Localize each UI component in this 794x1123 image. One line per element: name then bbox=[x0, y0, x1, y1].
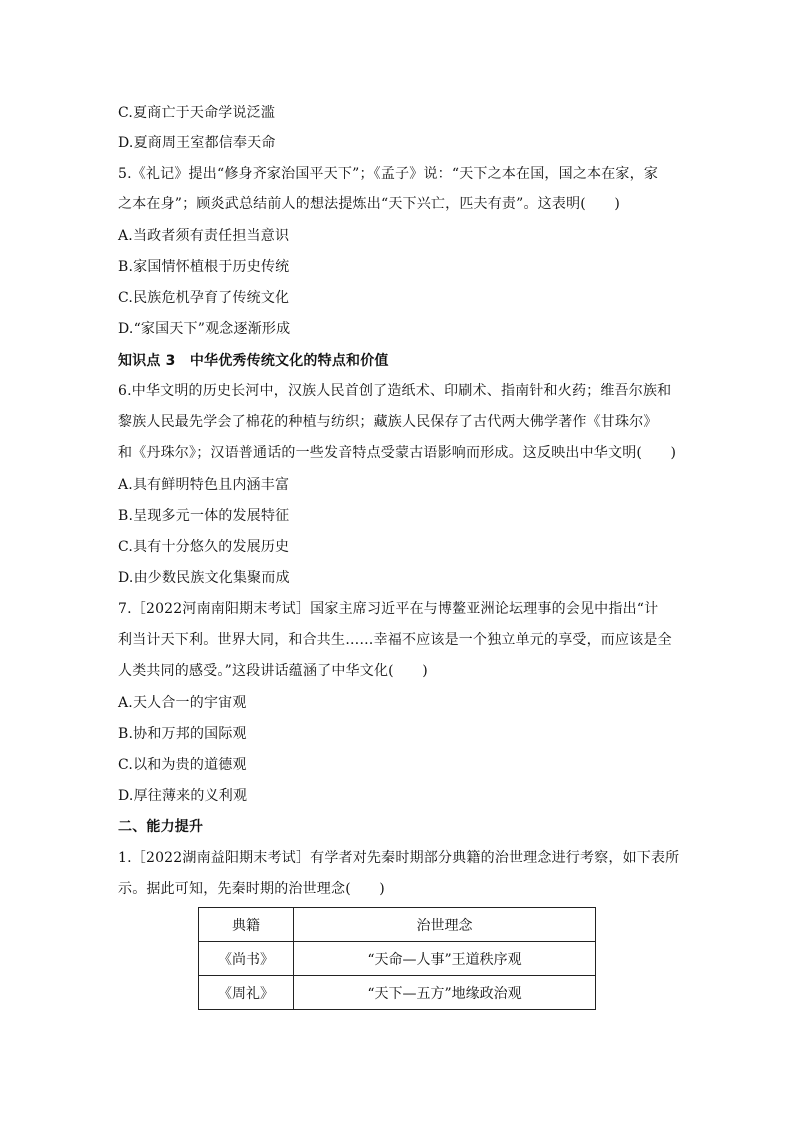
question-1-stem-line-2: 示。据此可知，先秦时期的治世理念( ) bbox=[118, 881, 385, 897]
option-a-q5: A.当政者须有责任担当意识 bbox=[118, 228, 290, 244]
option-d-q4: D.夏商周王室都信奉天命 bbox=[118, 135, 276, 151]
classics-table bbox=[198, 907, 596, 1010]
section-heading-ability: 二、能力提升 bbox=[118, 819, 204, 835]
option-b-q6: B.呈现多元一体的发展特征 bbox=[118, 508, 290, 524]
question-7-stem-line-3: 人类共同的感受。”这段讲话蕴涵了中华文化( ) bbox=[118, 663, 428, 679]
question-5-stem-line-2: 之本在身”；顾炎武总结前人的想法提炼出“天下兴亡，匹夫有责”。这表明( ) bbox=[118, 196, 620, 212]
table-header-cell: 典籍 bbox=[199, 908, 294, 942]
option-c-q5: C.民族危机孕育了传统文化 bbox=[118, 290, 290, 306]
section-heading-knowledge-point-3: 知识点 3 中华优秀传统文化的特点和价值 bbox=[118, 353, 389, 369]
table-cell: “天命—人事”王道秩序观 bbox=[294, 942, 596, 976]
question-7-stem-line-1: 7.［2022河南南阳期末考试］国家主席习近平在与博鳌亚洲论坛理事的会见中指出“计 bbox=[118, 601, 659, 617]
question-1-stem-line-1: 1.［2022湖南益阳期末考试］有学者对先秦时期部分典籍的治世理念进行考察，如下表所 bbox=[118, 850, 680, 866]
option-b-q7: B.协和万邦的国际观 bbox=[118, 726, 247, 742]
table-header-row bbox=[199, 908, 596, 942]
table-cell: “天下—五方”地缘政治观 bbox=[294, 976, 596, 1010]
question-7-stem-line-2: 利当计天下利。世界大同，和合共生……幸福不应该是一个独立单元的享受，而应该是全 bbox=[118, 632, 672, 648]
table-cell: 《尚书》 bbox=[199, 942, 294, 976]
table-row bbox=[199, 942, 596, 976]
option-d-q6: D.由少数民族文化集聚而成 bbox=[118, 570, 290, 586]
question-5-stem-line-1: 5.《礼记》提出“修身齐家治国平天下”；《孟子》说：“天下之本在国，国之本在家，家 bbox=[118, 166, 659, 182]
option-a-q6: A.具有鲜明特色且内涵丰富 bbox=[118, 477, 290, 493]
option-b-q5: B.家国情怀植根于历史传统 bbox=[118, 259, 290, 275]
option-c-q4: C.夏商亡于天命学说泛滥 bbox=[118, 105, 276, 121]
table-row bbox=[199, 976, 596, 1010]
option-d-q5: D.“家国天下”观念逐渐形成 bbox=[118, 321, 291, 337]
question-6-stem-line-3: 和《丹珠尔》；汉语普通话的一些发音特点受蒙古语影响而形成。这反映出中华文明( ) bbox=[118, 445, 677, 461]
question-6-stem-line-1: 6.中华文明的历史长河中，汉族人民首创了造纸术、印刷术、指南针和火药；维吾尔族和 bbox=[118, 383, 672, 399]
option-d-q7: D.厚往薄来的义利观 bbox=[118, 788, 248, 804]
table-header-cell: 治世理念 bbox=[294, 908, 596, 942]
option-a-q7: A.天人合一的宇宙观 bbox=[118, 695, 247, 711]
question-6-stem-line-2: 黎族人民最先学会了棉花的种植与纺织；藏族人民保存了古代两大佛学著作《甘珠尔》 bbox=[118, 414, 658, 430]
table-cell: 《周礼》 bbox=[199, 976, 294, 1010]
option-c-q7: C.以和为贵的道德观 bbox=[118, 757, 247, 773]
option-c-q6: C.具有十分悠久的发展历史 bbox=[118, 539, 290, 555]
